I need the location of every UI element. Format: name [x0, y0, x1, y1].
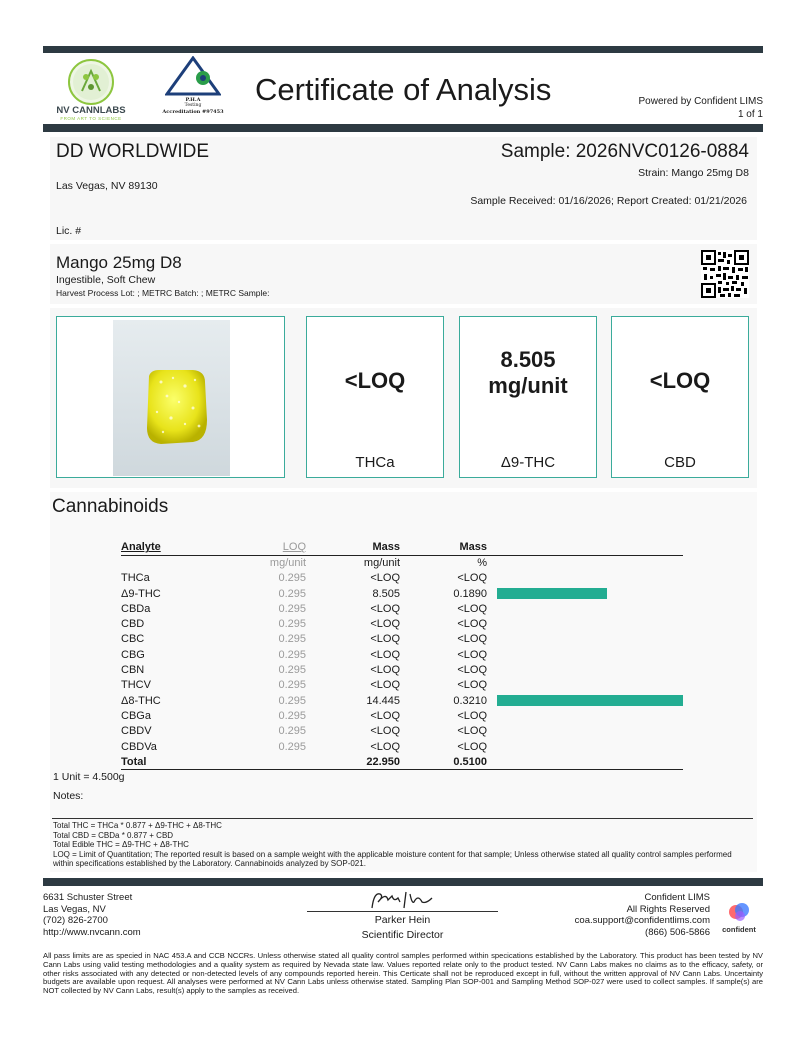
percent-value: <LOQ: [457, 664, 487, 677]
confident-logo-text: confident: [722, 925, 756, 934]
bar-cell: [487, 601, 683, 616]
bar-cell: [487, 724, 683, 739]
lab-contact: [43, 892, 141, 938]
percent-value: <LOQ: [457, 602, 487, 615]
thca-summary-value: <LOQ: [344, 368, 406, 393]
table-row: [121, 571, 683, 586]
footnotes: [53, 821, 753, 869]
analyte-name: CBDa: [121, 602, 151, 615]
cannabinoids-title: Cannabinoids: [52, 496, 169, 517]
lab-phone: (702) 826-2700: [43, 915, 108, 926]
unit-note: 1 Unit = 4.500g: [53, 771, 125, 783]
header-divider: [43, 124, 763, 132]
unit-mass-mg: mg/unit: [363, 557, 400, 570]
total-mass: 22.950: [306, 754, 400, 769]
percent-value: 0.3210: [453, 694, 487, 707]
notes-label: Notes:: [53, 790, 84, 802]
mass-value: <LOQ: [370, 725, 400, 738]
percent-value: <LOQ: [457, 725, 487, 738]
footnote-total-thc: Total THC = THCa * 0.877 + Δ9-THC + Δ8-THC: [53, 821, 222, 830]
accreditor-name: P.H.A: [185, 97, 201, 103]
percent-value: <LOQ: [457, 633, 487, 646]
table-row: [121, 693, 683, 708]
analyte-name: THCa: [121, 572, 150, 585]
header: [43, 56, 763, 126]
analyte-name: CBDV: [121, 725, 152, 738]
mass-value: <LOQ: [370, 633, 400, 646]
confident-logo-icon: [727, 901, 751, 923]
lims-contact: [575, 892, 710, 938]
thca-summary-label: THCa: [355, 454, 395, 471]
analyte-name: CBG: [121, 648, 145, 661]
unit-loq: mg/unit: [269, 557, 306, 570]
percent-value: <LOQ: [457, 618, 487, 631]
table-row: [121, 632, 683, 647]
footnote-loq: LOQ = Limit of Quantitation; The reported result is based on a sample weight with the applicable moisture content for that sample; Unless otherwise stated all quality control samples performed within specifications established by the Laboratory. Cannabinoids analyzed by SOP-021.: [53, 849, 732, 868]
percent-value: <LOQ: [457, 648, 487, 661]
lims-phone: (866) 506-5866: [645, 926, 710, 938]
d9-thc-summary-label: Δ9-THC: [500, 454, 556, 471]
footnote-total-cbd: Total CBD = CBDa * 0.877 + CBD: [53, 830, 174, 840]
client-location: Las Vegas, NV 89130: [56, 180, 158, 192]
header-mass-mg: Mass: [306, 540, 400, 555]
bar-cell: [487, 647, 683, 662]
header-loq: LOQ: [251, 540, 306, 555]
address-line2: Las Vegas, NV: [43, 903, 106, 915]
mass-value: <LOQ: [370, 618, 400, 631]
bar-cell: [487, 616, 683, 631]
lims-email[interactable]: coa.support@confidentlims.com: [574, 915, 710, 926]
mass-value: <LOQ: [370, 572, 400, 585]
product-lot: Harvest Process Lot: ; METRC Batch: ; METRC Sample:: [56, 288, 270, 298]
unit-analyte: [121, 555, 251, 570]
mass-value: 14.445: [366, 694, 400, 707]
signer-title: Scientific Director: [361, 929, 444, 941]
total-pct: 0.5100: [400, 754, 487, 769]
client-name: DD WORLDWIDE: [56, 141, 210, 162]
table-row: [121, 647, 683, 662]
analyte-name: THCV: [121, 679, 151, 692]
header-mass-pct: Mass: [400, 540, 487, 555]
cbd-summary-label: CBD: [664, 454, 696, 471]
lab-website[interactable]: http://www.nvcann.com: [43, 926, 141, 938]
notes-divider: [52, 818, 753, 819]
table-total-row: [121, 754, 683, 769]
mass-value: <LOQ: [370, 679, 400, 692]
analyte-name: CBD: [121, 618, 145, 631]
table-header-row: [121, 540, 683, 555]
loq-value: 0.295: [278, 602, 306, 615]
bar-cell: [487, 693, 683, 708]
mass-value: <LOQ: [370, 602, 400, 615]
accreditation-number: Accreditation #97453: [162, 109, 224, 115]
bar-cell: [487, 678, 683, 693]
summary-panel: [50, 308, 757, 488]
table-row: [121, 739, 683, 754]
mass-value: <LOQ: [370, 664, 400, 677]
page-number: 1 of 1: [737, 109, 763, 120]
signer-name: Parker Hein: [374, 914, 431, 926]
disclaimer: All pass limits are as specied in NAC 453.A and CCB NCCRs. Unless otherwise stated all quality control samples performed within specications established by the Laboratory. This product has been tested by NV Cann Labs using valid testing methodologies and a quality system as required by Nevada state law. Values reported relate only to the product tested. NV Cann Labs makes no claims as to the efficacy, safety, or other risks associated with any detected or non-detected levels of any compounds reported herein. This Certicate shall not be reproduced except in full, without the written approval of NV Cann Labs. Uncertainty budgets are available upon request. All analyses were performed at NV Cann Labs unless otherwise stated. Sampling Plan SOP-001 and Sampling Method SOP-027 were used to collect samples. If sample(s) are NOT collected by NV Cann Labs, result(s) apply to the samples as received.: [43, 951, 763, 996]
lab-name: NV CANNLABS: [56, 105, 126, 116]
d9-thc-summary-unit: mg/unit: [488, 373, 568, 398]
table-row: [121, 616, 683, 631]
percent-value: 0.1890: [453, 587, 487, 600]
gummy-image: [113, 320, 230, 476]
table-row: [121, 601, 683, 616]
lims-rights: All Rights Reserved: [626, 903, 710, 915]
percent-value: <LOQ: [457, 709, 487, 722]
product-panel: [50, 244, 757, 304]
percent-value: <LOQ: [457, 679, 487, 692]
bar-cell: [487, 708, 683, 723]
signature-image: [366, 888, 438, 912]
top-divider: [43, 46, 763, 53]
address-line1: 6631 Schuster Street: [43, 892, 133, 903]
concentration-bar: [497, 588, 607, 599]
bar-cell: [487, 586, 683, 601]
footer-divider: [43, 878, 763, 886]
accreditation-triangle-icon: [165, 56, 221, 96]
signature-line: [307, 911, 498, 912]
lab-tagline: FROM ART TO SCIENCE: [60, 116, 122, 121]
analyte-name: CBGa: [121, 709, 151, 722]
thca-summary-card: [306, 316, 444, 478]
d9-thc-summary-value: 8.505: [500, 347, 556, 372]
table-row: [121, 678, 683, 693]
loq-value: 0.295: [278, 664, 306, 677]
bar-cell: [487, 739, 683, 754]
table-row: [121, 724, 683, 739]
loq-value: 0.295: [278, 679, 306, 692]
bar-cell: [487, 632, 683, 647]
lims-name: Confident LIMS: [644, 892, 710, 903]
analyte-name: CBDVa: [121, 740, 157, 753]
loq-value: 0.295: [278, 618, 306, 631]
footnote-edible-thc: Total Edible THC = Δ9-THC + Δ8-THC: [53, 840, 189, 849]
mass-value: <LOQ: [370, 648, 400, 661]
loq-value: 0.295: [278, 709, 306, 722]
qr-code-icon[interactable]: [701, 250, 749, 298]
loq-value: 0.295: [278, 648, 306, 661]
unit-mass-pct: %: [477, 557, 487, 570]
mass-value: <LOQ: [370, 709, 400, 722]
loq-value: 0.295: [278, 572, 306, 585]
bar-cell: [487, 571, 683, 586]
table-units-row: [121, 555, 683, 570]
analyte-name: Δ9-THC: [121, 587, 161, 600]
percent-value: <LOQ: [457, 740, 487, 753]
total-label: Total: [121, 754, 251, 769]
table-row: [121, 662, 683, 677]
strain: Strain: Mango 25mg D8: [638, 167, 749, 179]
d9-thc-summary-card: [459, 316, 597, 478]
concentration-bar: [497, 695, 683, 706]
cannabinoids-table: [121, 540, 683, 770]
powered-by: Powered by Confident LIMS: [638, 96, 763, 107]
header-bar: [487, 540, 683, 555]
license-label: Lic. #: [56, 225, 82, 237]
analyte-name: Δ8-THC: [121, 694, 161, 707]
product-name: Mango 25mg D8: [56, 253, 182, 272]
loq-value: 0.295: [278, 633, 306, 646]
product-photo: [113, 320, 230, 476]
cbd-summary-value: <LOQ: [649, 368, 711, 393]
loq-value: 0.295: [278, 740, 306, 753]
accreditor-sub: Testing: [184, 103, 202, 108]
mass-value: 8.505: [372, 587, 400, 600]
bar-cell: [487, 662, 683, 677]
product-type: Ingestible, Soft Chew: [56, 274, 156, 286]
table-row: [121, 708, 683, 723]
client-panel: [50, 137, 757, 240]
sample-dates: Sample Received: 01/16/2026; Report Created: 01/21/2026: [470, 195, 747, 207]
percent-value: <LOQ: [457, 572, 487, 585]
loq-value: 0.295: [278, 694, 306, 707]
page-title: Certificate of Analysis: [255, 72, 552, 107]
table-row: [121, 586, 683, 601]
loq-value: 0.295: [278, 725, 306, 738]
product-photo-frame: [56, 316, 285, 478]
mass-value: <LOQ: [370, 740, 400, 753]
loq-value: 0.295: [278, 587, 306, 600]
leaf-icon: [70, 61, 112, 103]
sample-id: Sample: 2026NVC0126-0884: [500, 141, 749, 162]
nv-cannlabs-logo: [68, 59, 114, 105]
cbd-summary-card: [611, 316, 749, 478]
header-analyte: Analyte: [121, 540, 251, 555]
analyte-name: CBC: [121, 633, 145, 646]
analyte-name: CBN: [121, 664, 145, 677]
